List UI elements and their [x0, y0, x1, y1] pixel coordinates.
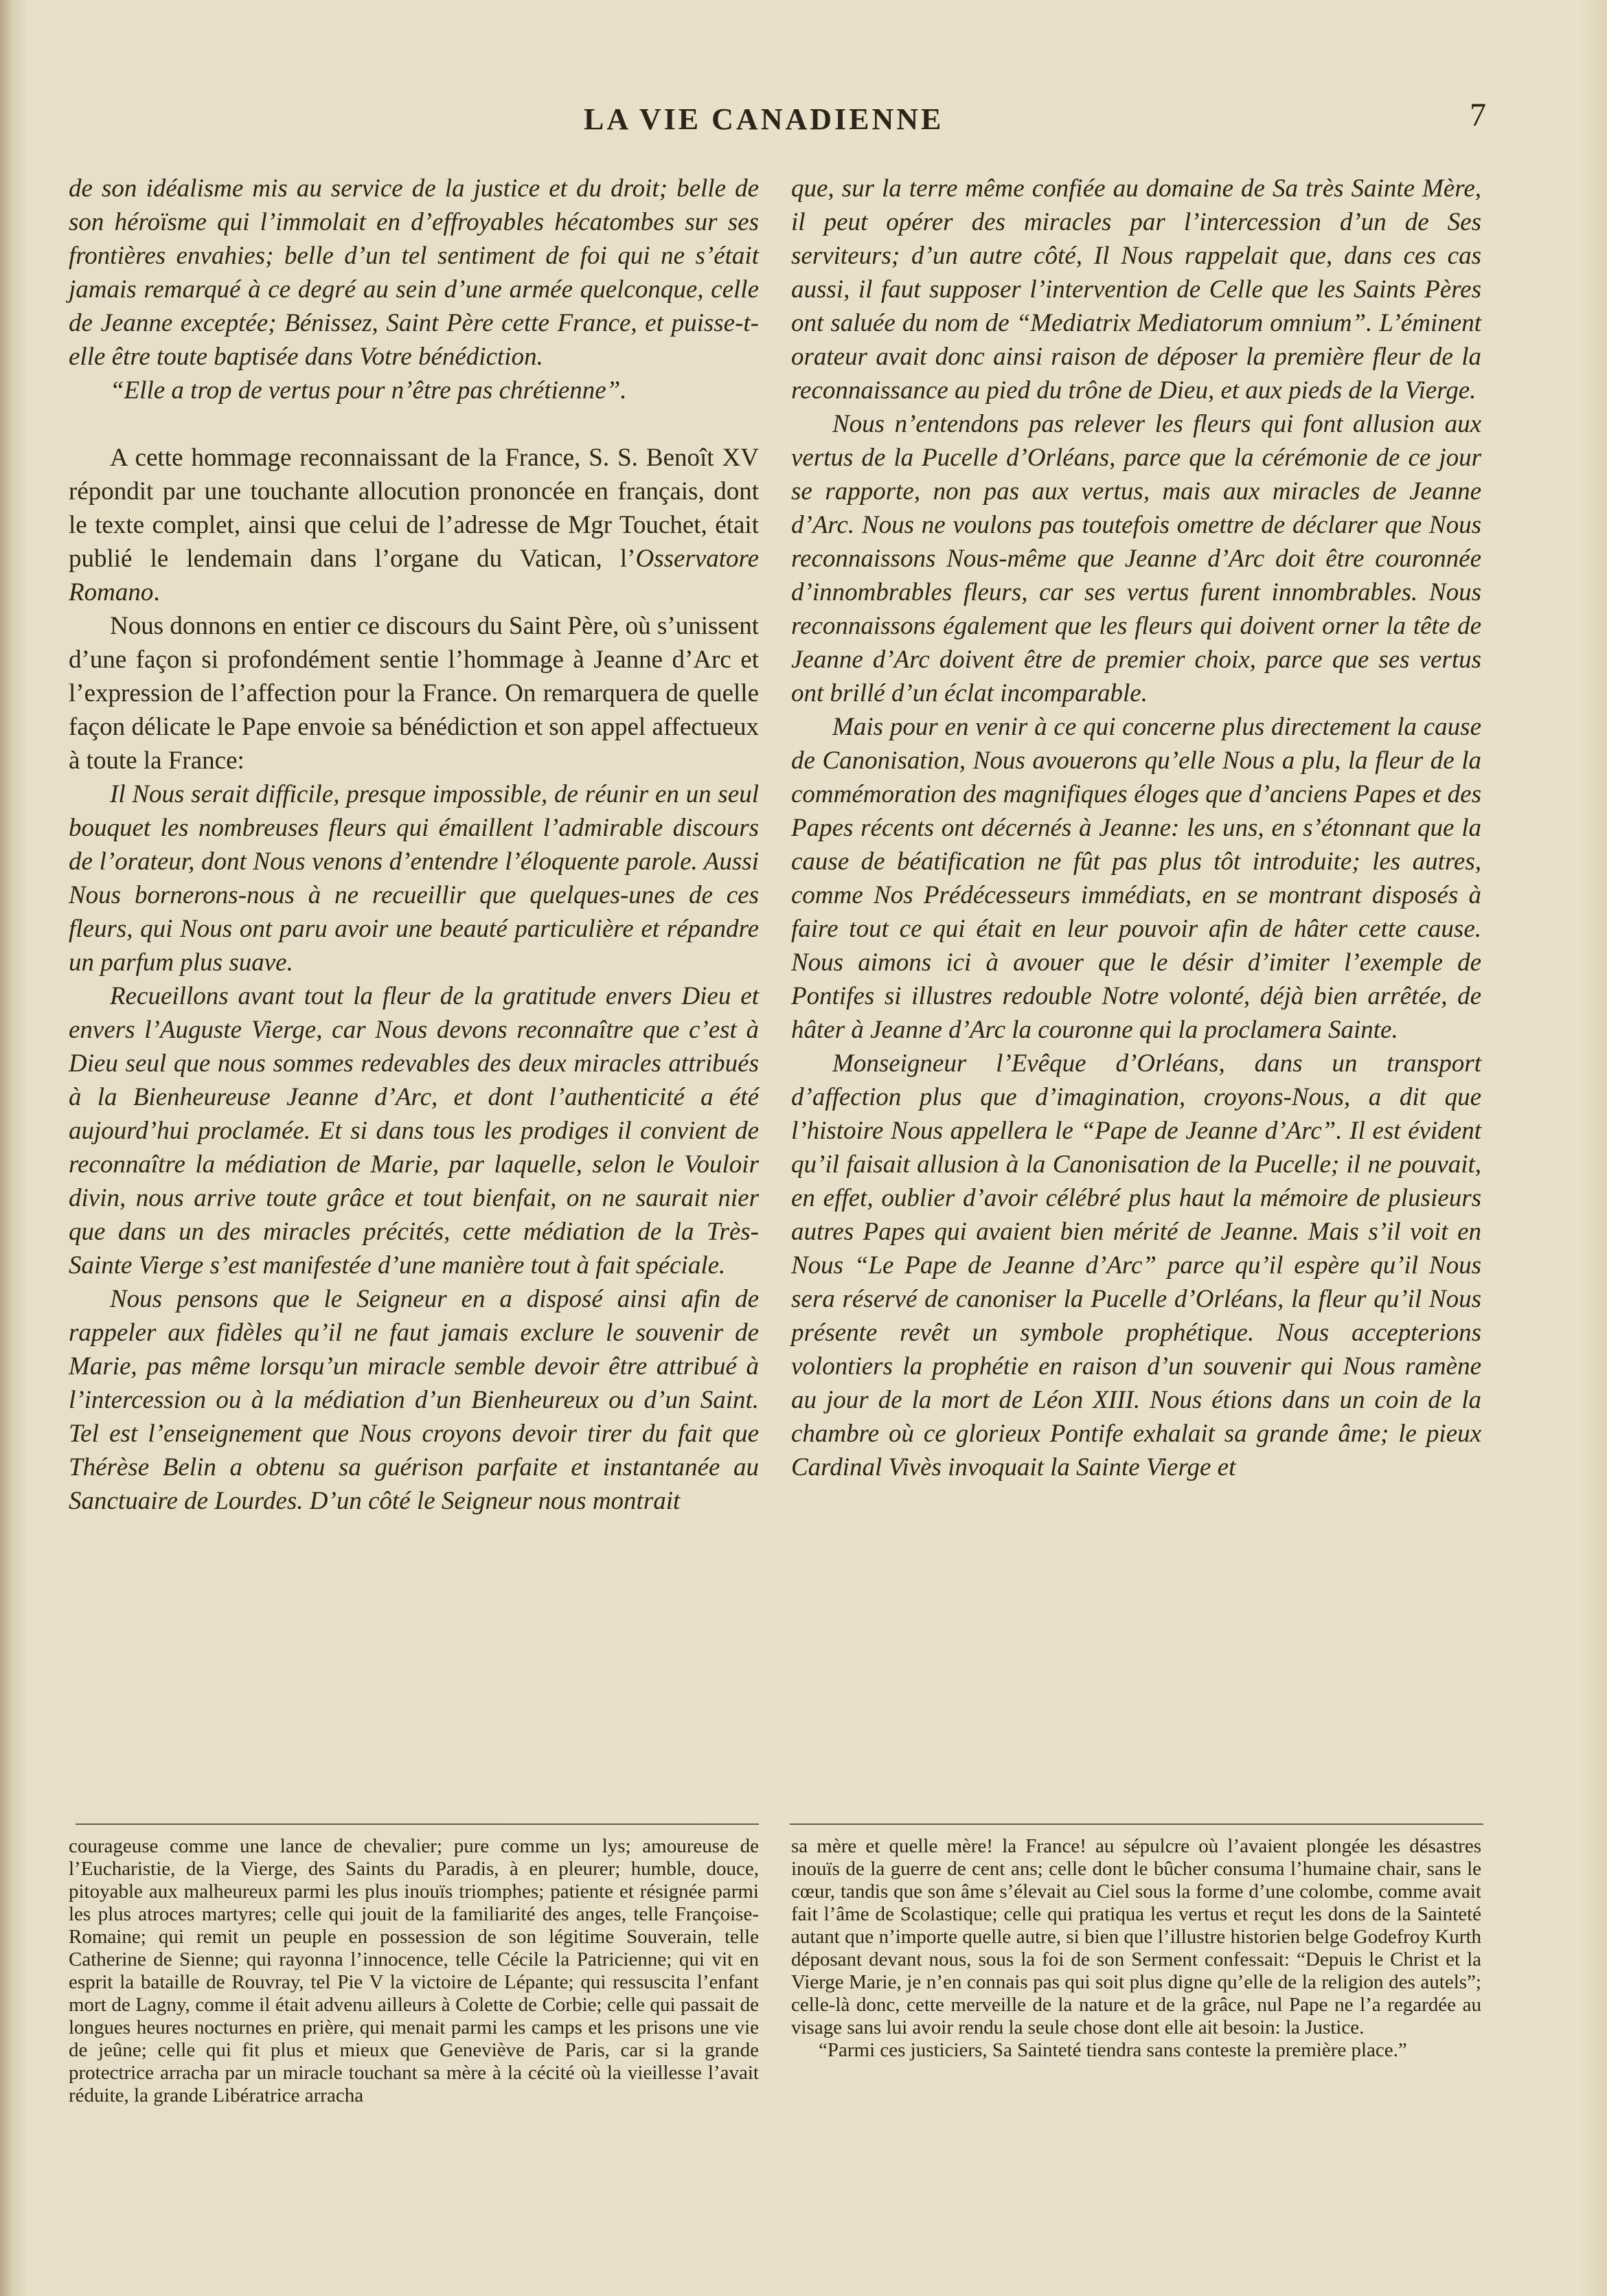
footnote-left	[69, 1835, 759, 2107]
allocution-paragraph: Nous pensons que le Seigneur en a disposé ainsi afin de rappeler aux fidèles qu’il ne faut jamais exclure le souvenir de Marie, pas même lorsqu’un miracle semble devoir être attribué à l’intercession ou à la médiation d’un Bienheureux ou d’un Saint. Tel est l’enseignement que Nous croyons devoir tirer du fait que Thérèse Belin a obtenu sa guérison parfaite et instantanée au Sanctuaire de Lourdes. D’un côté le Seigneur nous montrait	[69, 1285, 759, 1515]
footnote-text: sa mère et quelle mère! la France! au sépulcre où l’avaient plongée les désastres inouïs de la guerre de cent ans; celle dont le bûcher consuma l’humaine chair, sans le cœur, tandis que son âme s’élevait au Ciel sous la forme d’une colombe, comme avait fait l’âme de Scolastique; celle qui pratiqua les vertus et reçut les dons de la Sainteté autant que n’importe quelle autre, si bien que l’illustre historien belge Godefroy Kurth déposant devant nous, sous la foi de son Serment confessait: “Depuis le Christ et la Vierge Marie, je n’en connais pas qui soit plus digne qu’elle de la religion des autels”; celle-là donc, cette merveille de la nature et de la grâce, nul Pape ne l’a regardée au visage sans lui avoir rendu la seule chose dont elle ait besoin: la Justice.	[791, 1835, 1481, 2038]
paragraph-text: .	[153, 578, 160, 606]
page-number: 7	[1470, 97, 1486, 133]
allocution-paragraph: Nous n’entendons pas relever les fleurs qui font allusion aux vertus de la Pucelle d’Orléans, parce que la cérémonie de ce jour se rapporte, non pas aux vertus, mais aux miracles de Jeanne d’Arc. Nous ne voulons pas toutefois omettre de déclarer que Nous reconnaissons Nous-même que Jeanne d’Arc doit être couronnée d’innombrables fleurs, car ses vertus furent innombrables. Nous reconnaissons également que les fleurs qui doivent orner la tête de Jeanne d’Arc doivent être de premier choix, parce que ses vertus ont brillé d’un éclat incomparable.	[791, 410, 1481, 707]
footnote-divider	[790, 1823, 1483, 1825]
allocution-paragraph: Monseigneur l’Evêque d’Orléans, dans un transport d’affection plus que d’imagination, croyons-Nous, a dit que l’histoire Nous appellera le “Pape de Jeanne d’Arc”. Il est évident qu’il faisait allusion à la Canonisation de la Pucelle; il ne pouvait, en effet, oublier d’avoir célébré plus haut la mémoire de plusieurs autres Papes qui avaient bien mérité de Jeanne. Mais s’il voit en Nous “Le Pape de Jeanne d’Arc” parce qu’il espère qu’il Nous sera réservé de canoniser la Pucelle d’Orléans, la fleur qu’il Nous présente revêt un symbole prophétique. Nous accepterions volontiers la prophétie en raison d’un souvenir qui Nous ramène au jour de la mort de Léon XIII. Nous étions dans un coin de la chambre où ce glorieux Pontife exhalait sa grande âme; le pieux Cardinal Vivès invoquait la Sainte Vierge et	[791, 1049, 1481, 1481]
paragraph	[69, 441, 759, 609]
paragraph-text: A cette hommage reconnaissant de la France, S. S. Benoît XV répondit par une touchante allocution prononcée en français, dont le texte complet, ainsi que celui de l’adresse de Mgr Touchet, était publié le lendemain dans l’organe du Vatican, l’	[69, 444, 759, 573]
footnote-text: “Parmi ces justiciers, Sa Sainteté tiendra sans conteste la première place.”	[819, 2039, 1407, 2061]
allocution-paragraph: Recueillons avant tout la fleur de la gratitude envers Dieu et envers l’Auguste Vierge, car Nous devons reconnaître que c’est à Dieu seul que nous sommes redevables des deux miracles attribués à la Bienheureuse Jeanne d’Arc, et dont l’authenticité a été aujourd’hui proclamée. Et si dans tous les prodiges il convient de reconnaître la médiation de Marie, par laquelle, selon le Vouloir divin, nous arrive toute grâce et tout bienfait, on ne saurait nier que dans un des miracles précités, cette médiation de la Très-Sainte Vierge s’est manifestée d’une manière tout à fait spéciale.	[69, 982, 759, 1280]
paragraph: de son idéalisme mis au service de la justice et du droit; belle de son héroïsme qui l’immolait en d’effroyables hécatombes sur ses frontières envahies; belle d’un tel sentiment de foi qui ne s’était jamais remarqué à ce degré au sein d’une armée quelconque, celle de Jeanne exceptée; Bénissez, Saint Père cette France, et puisse-t-elle être toute baptisée dans Votre bénédiction.	[69, 174, 759, 371]
allocution-paragraph: Mais pour en venir à ce qui concerne plus directement la cause de Canonisation, Nous avouerons qu’elle Nous a plu, la fleur de la commémoration des magnifiques éloges que d’anciens Papes et des Papes récents ont décernés à Jeanne: les uns, en s’étonnant que la cause de béatification ne fût pas plus tôt introduite; les autres, comme Nos Prédécesseurs immédiats, en se montrant disposés à faire tout ce qui était en leur pouvoir afin de hâter cette cause. Nous aimons ici à avouer que le désir d’imiter l’exemple de Pontifes si illustres redouble Notre volonté, déjà bien arrêtée, de hâter à Jeanne d’Arc la couronne qui la proclamera Sainte.	[791, 713, 1481, 1044]
paragraph: Nous donnons en entier ce discours du Saint Père, où s’unissent d’une façon si profondément sentie l’hommage à Jeanne d’Arc et l’expression de l’affection pour la France. On remarquera de quelle façon délicate le Pape envoie sa bénédiction et son appel affectueux à toute la France:	[69, 612, 759, 775]
newspaper-title: Osservatore Romano	[69, 545, 759, 606]
footnote-divider	[76, 1823, 759, 1825]
right-column	[791, 172, 1481, 1484]
footnote-text: courageuse comme une lance de chevalier; pure comme un lys; amoureuse de l’Eucharistie, de la Vierge, des Saints du Paradis, à en pleurer; humble, douce, pitoyable aux malheureux parmi les plus inouïs triomphes; patiente et résignée parmi les plus atroces martyres; celle qui jouit de la familiarité des anges, telle Françoise-Romaine; qui remit un peuple en possession de son légitime Souverain, telle Catherine de Sienne; qui rayonna l’innocence, telle Cécile la Patricienne; qui vit en esprit la bataille de Rouvray, tel Pie V la victoire de Lépante; qui ressuscita l’enfant mort de Lagny, comme il était advenu ailleurs à Colette de Corbie; celle qui passait de longues heures nocturnes en prière, qui menait parmi les camps et les prisons une vie de jeûne; celle qui fit plus et mieux que Geneviève de Paris, car si la grande protectrice arracha par un miracle touchant sa mère à la cécité où la vieillesse l’avait réduite, la grande Libératrice arracha	[69, 1835, 759, 2106]
footnote-right	[791, 1835, 1481, 2062]
allocution-paragraph: Il Nous serait difficile, presque impossible, de réunir en un seul bouquet les nombreuses fleurs qui émaillent l’admirable discours de l’orateur, dont Nous venons d’entendre l’éloquente parole. Aussi Nous bornerons-nous à ne recueillir que quelques-unes de ces fleurs, qui Nous ont paru avoir une beauté particulière et répandre un parfum plus suave.	[69, 780, 759, 977]
allocution-paragraph: que, sur la terre même confiée au domaine de Sa très Sainte Mère, il peut opérer des miracles par l’intercession d’un de Ses serviteurs; d’un autre côté, Il Nous rappelait que, dans ces cas aussi, il faut supposer l’intervention de Celle que les Saints Pères ont saluée du nom de “Mediatrix Mediatorum omnium”. L’éminent orateur avait donc ainsi raison de déposer la première fleur de la reconnaissance au pied du trône de Dieu, et aux pieds de la Vierge.	[791, 174, 1481, 405]
left-column	[69, 172, 759, 1518]
quote-paragraph: “Elle a trop de vertus pour n’être pas chrétienne”.	[110, 376, 627, 405]
running-head-title: LA VIE CANADIENNE	[584, 102, 944, 136]
